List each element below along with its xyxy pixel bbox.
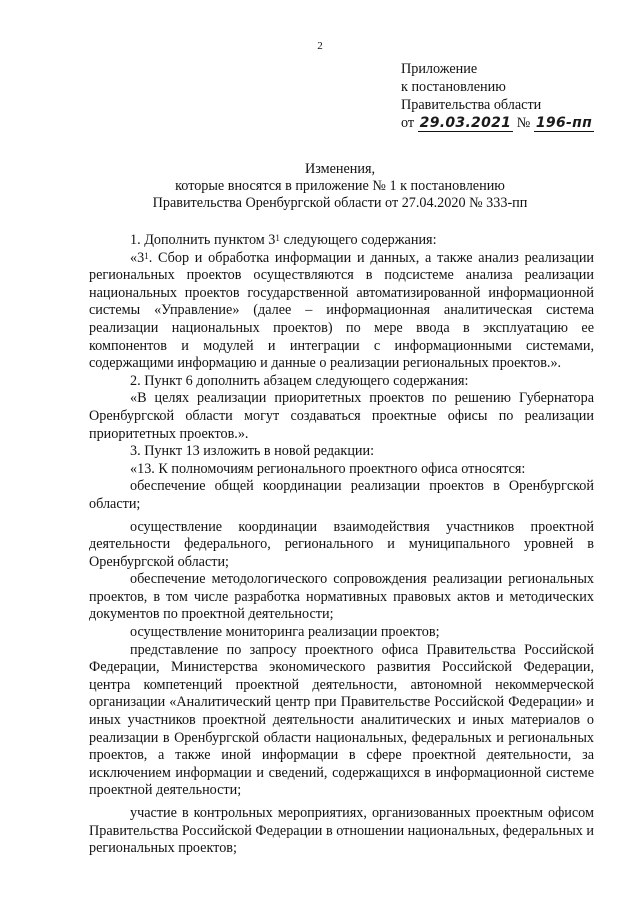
paragraph-4: «В целях реализации приоритетных проектов по решению Губернатора Оренбургской области могут создаваться проектные офисы по реализации приоритетных проектов.». (89, 390, 594, 442)
appendix-block (401, 60, 631, 132)
appendix-ref: к постановлению (401, 79, 506, 95)
paragraph-10: осуществление мониторинга реализации проектов; (130, 624, 440, 641)
paragraph-7: обеспечение общей координации реализации проектов в Оренбургской области; (89, 478, 594, 512)
paragraph-6: «13. К полномочиям регионального проектного офиса относятся: (130, 460, 526, 477)
date-prefix: от (401, 115, 415, 131)
number-prefix: № (516, 115, 531, 131)
superscript: 1 (144, 250, 149, 261)
superscript: 1 (275, 233, 280, 243)
paragraph-8: осуществление координации взаимодействия участников проектной деятельности федерального, регионального и муниципального уровней в Оренбургской области; (89, 518, 594, 570)
title-line-1: Изменения, (304, 161, 376, 177)
paragraph-11: представление по запросу проектного офиса Правительства Российской Федерации, Министерства экономического развития Российской Федерации, центра компетенций проектной деятельности, автономной некоммерческой организации «Аналитический центр при Правительстве Российской Федерации» и иных участников проектной деятельности аналитических и иных материалов о реализации в Оренбургской области национальных, федеральных и региональных проектов, а также иной информации в сфере проектной деятельности, за исключением информации и сведений, содержащихся в информационной системе проектной деятельности; (89, 641, 594, 799)
handwritten-number: 196-пп (535, 115, 593, 131)
paragraph-12: участие в контрольных мероприятиях, организованных проектным офисом Правительства Российской Федерации в отношении национальных, федеральных и региональных проектов; (89, 805, 594, 857)
document-title (80, 161, 600, 212)
title-line-3: Правительства Оренбургской области от 27.04.2020 № 333-пп (152, 195, 528, 211)
paragraph-2: «$3^1$. Сбор и обработка информации и данных, а также анализ реализации региональных проектов осуществляются в подсистеме анализа реализации национальных проектов государственной автоматизированной информационной системы «Управление» (далее – информационная аналитическая система реализации национальных проектов) по мере ввода в эксплуатацию ее компонентов и модулей и интеграции с информационными системами, содержащими информацию и данные о реализации региональных проектов.». (89, 249, 594, 372)
document-body (89, 232, 594, 858)
title-line-2: которые вносятся в приложение № 1 к постановлению (175, 178, 505, 194)
paragraph-5: 3. Пункт 13 изложить в новой редакции: (130, 443, 375, 460)
page-number: 2 (317, 40, 323, 52)
appendix-label: Приложение (401, 61, 478, 77)
appendix-authority: Правительства области (401, 97, 542, 113)
paragraph-3: 2. Пункт 6 дополнить абзацем следующего содержания: (130, 372, 469, 389)
paragraph-9: обеспечение методологического сопровождения реализации региональных проектов, в том числе разработка нормативных правовых актов и методических документов по проектной деятельности; (89, 571, 594, 623)
appendix-date-line (401, 114, 631, 132)
handwritten-date: 29.03.2021 (419, 115, 512, 131)
paragraph-1: 1. Дополнить пунктом $3^1$ следующего содержания: (130, 232, 437, 248)
